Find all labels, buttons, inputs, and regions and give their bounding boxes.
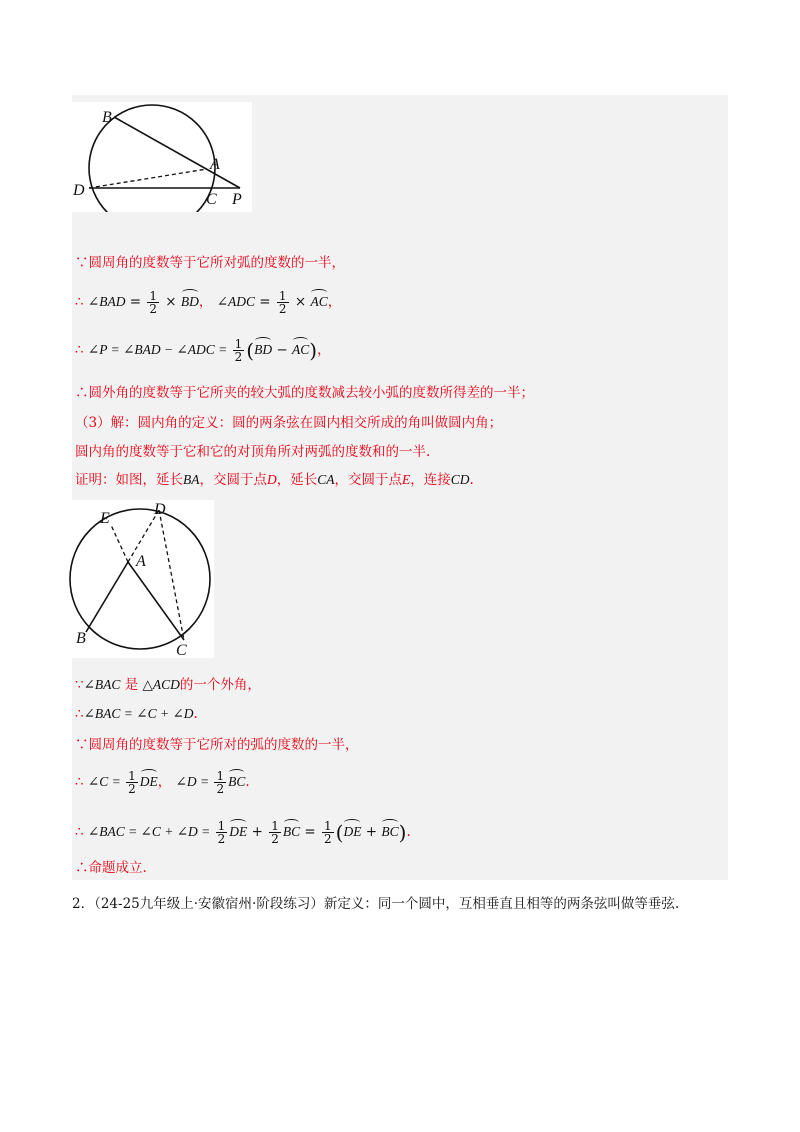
- segment-cd: CD: [450, 472, 470, 487]
- therefore-symbol: ∴: [75, 294, 84, 310]
- fraction-half: $\frac{1}{2}$: [324, 819, 332, 846]
- angle-bac: ∠BAC: [83, 677, 121, 692]
- text: .: [469, 472, 474, 488]
- line-7: [75, 470, 474, 490]
- right-paren: ): [398, 820, 407, 845]
- label-d: D: [154, 501, 166, 518]
- fraction-half: $\frac{1}{2}$: [216, 769, 225, 796]
- angle-p-expression: ∠P = ∠BAD − ∠ADC =: [87, 342, 231, 357]
- angle-bad: ∠BAD: [87, 294, 126, 309]
- arc-bc: BC: [283, 822, 300, 842]
- text: 的一个外角，: [179, 677, 261, 693]
- minus: −: [272, 342, 293, 358]
- fraction-half: $\frac{1}{2}$: [234, 337, 243, 364]
- label-c: C: [206, 191, 217, 208]
- figure-circle-external-angle: [72, 102, 252, 212]
- comma: ，: [317, 342, 331, 358]
- line-13: ∴命题成立.: [75, 860, 147, 876]
- right-paren: ): [309, 338, 318, 363]
- line-5: （3）解：圆内角的定义：圆的两条弦在圆内相交所成的角叫做圆内角；: [75, 415, 503, 431]
- line-4: ∴圆外角的度数等于它所夹的较大弧的度数减去较小弧的度数所得差的一半；: [75, 385, 534, 401]
- text: 是: [120, 677, 143, 693]
- arc-de: DE: [229, 822, 247, 842]
- text: ，交圆于点: [199, 472, 267, 488]
- times: ×: [290, 294, 311, 310]
- comma: ，: [157, 774, 176, 790]
- secant-bp: [114, 117, 240, 188]
- triangle-acd: △ACD: [142, 677, 180, 692]
- line-9: [75, 704, 198, 724]
- line-12: [75, 820, 411, 845]
- because-symbol: ∵: [75, 677, 84, 693]
- text: 证明：如图，延长: [75, 472, 183, 488]
- arc-bd: BD: [181, 292, 199, 312]
- line-11: [75, 770, 250, 795]
- angle-d: ∠D =: [175, 774, 213, 789]
- angle-sum-expression: ∠BAC = ∠C + ∠D: [83, 706, 194, 721]
- label-p: P: [232, 191, 242, 208]
- line-6: 圆内角的度数等于它和它的对顶角所对两弧的度数和的一半.: [75, 444, 431, 460]
- label-e: E: [100, 510, 110, 527]
- arc-ac: AC: [310, 292, 327, 312]
- line-1: ∵圆周角的度数等于它所对弧的度数的一半，: [75, 255, 345, 271]
- arc-ac: AC: [292, 340, 309, 360]
- figure-1-svg: [72, 102, 252, 212]
- question-2-heading: 2．（24-25九年级上·安徽宿州·阶段练习）新定义：同一个圆中，互相垂直且相等的两条弦叫做等垂弦.: [72, 896, 680, 912]
- therefore-symbol: ∴: [75, 824, 84, 840]
- label-b: B: [102, 109, 112, 126]
- line-2: [75, 290, 341, 315]
- point-d: D: [267, 472, 277, 487]
- times: ×: [161, 294, 181, 310]
- line-3: [75, 338, 331, 363]
- figure-circle-internal-angle: [66, 500, 214, 658]
- label-a: A: [210, 156, 220, 173]
- label-d: D: [73, 182, 85, 199]
- chord-da-dashed: [89, 169, 207, 188]
- left-paren: (: [335, 820, 344, 845]
- arc-bc: BC: [381, 822, 398, 842]
- line-8: [75, 675, 261, 695]
- equals: =: [300, 824, 321, 840]
- text: ，连接: [410, 472, 451, 488]
- angle-adc: ∠ADC: [216, 294, 256, 309]
- period: .: [193, 706, 198, 722]
- label-a: A: [136, 553, 146, 570]
- fraction-half: $\frac{1}{2}$: [128, 769, 136, 796]
- left-paren: (: [246, 338, 255, 363]
- line-10: ∵圆周角的度数等于它所对的弧的度数的一半，: [75, 737, 359, 753]
- period: .: [406, 824, 411, 840]
- arc-de: DE: [140, 772, 158, 792]
- text: ，延长: [276, 472, 318, 488]
- fraction-half: $\frac{1}{2}$: [278, 289, 287, 316]
- equals: =: [255, 294, 275, 310]
- segment-ba: BA: [183, 472, 200, 487]
- fraction-half: $\frac{1}{2}$: [271, 819, 279, 846]
- label-c: C: [176, 642, 187, 658]
- fraction-half: $\frac{1}{2}$: [149, 289, 157, 316]
- label-b: B: [76, 630, 86, 647]
- comma: ，: [327, 294, 342, 310]
- arc-bc: BC: [228, 772, 245, 792]
- point-e: E: [402, 472, 411, 487]
- therefore-symbol: ∴: [75, 342, 84, 358]
- angle-c: ∠C =: [87, 774, 125, 789]
- arc-bd: BD: [254, 340, 272, 360]
- fraction-half: $\frac{1}{2}$: [217, 819, 226, 846]
- extension-ae: [111, 525, 128, 562]
- angle-bac-expression: ∠BAC = ∠C + ∠D =: [87, 824, 214, 839]
- plus: +: [247, 824, 268, 840]
- arc-de: DE: [343, 822, 361, 842]
- chord-ac: [128, 562, 184, 640]
- figure-2-svg: [66, 500, 214, 658]
- period: .: [245, 774, 250, 790]
- text: ，交圆于点: [334, 472, 403, 488]
- therefore-symbol: ∴: [75, 774, 84, 790]
- chord-dc: [159, 510, 184, 640]
- therefore-symbol: ∴: [75, 706, 84, 722]
- segment-ca: CA: [317, 472, 335, 487]
- comma: ，: [198, 294, 217, 310]
- plus: +: [361, 824, 382, 840]
- chord-ba: [86, 562, 128, 632]
- equals: =: [125, 294, 146, 310]
